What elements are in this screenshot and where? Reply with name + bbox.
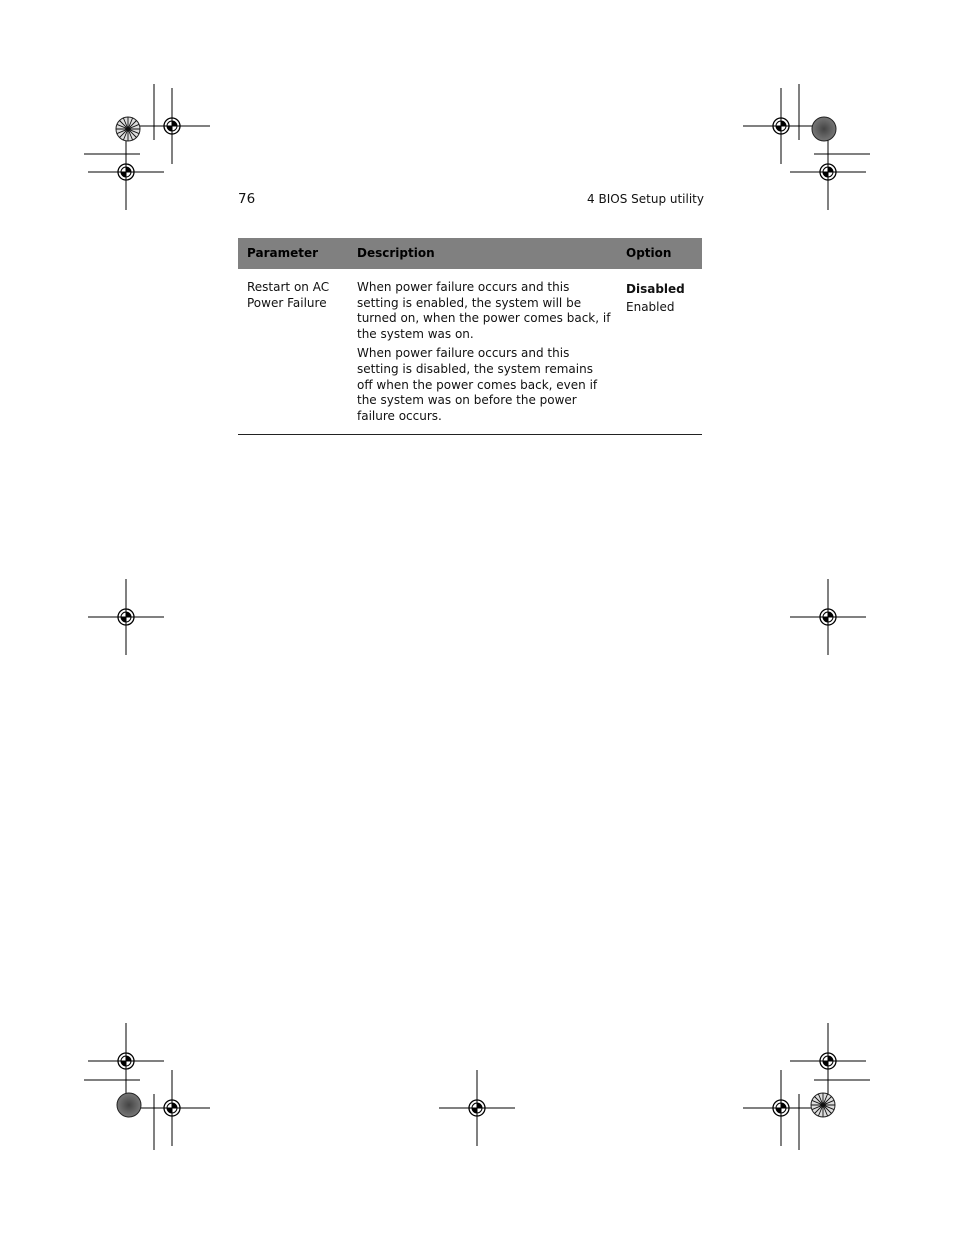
column-header-option: Option <box>617 238 702 269</box>
page-number: 76 <box>238 191 256 207</box>
table-row <box>238 269 702 435</box>
option-alternative: Enabled <box>626 299 675 314</box>
parameter-table <box>238 238 702 435</box>
option-cell <box>617 269 702 435</box>
option-default: Disabled <box>626 282 685 296</box>
running-header: 4 BIOS Setup utility <box>587 192 704 206</box>
description-paragraph: When power failure occurs and this setting is enabled, the system will be turned on, when the power comes back, if the system was on. <box>357 280 611 341</box>
parameter-cell: Restart on AC Power Failure <box>238 269 348 435</box>
description-paragraph: When power failure occurs and this setting is disabled, the system remains off when the power comes back, even if the system was on before the power failure occurs. <box>357 346 598 423</box>
column-header-parameter: Parameter <box>238 238 348 269</box>
table-header-row <box>238 238 702 269</box>
description-cell <box>348 269 617 435</box>
column-header-description: Description <box>348 238 617 269</box>
